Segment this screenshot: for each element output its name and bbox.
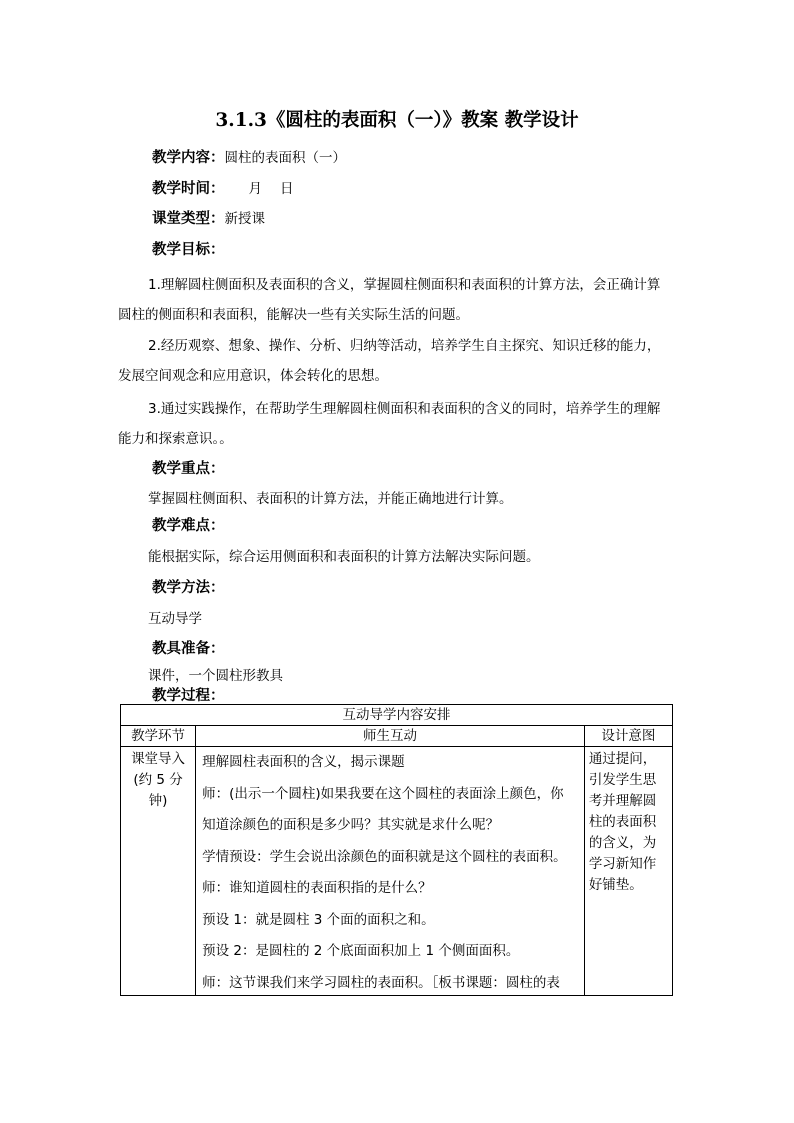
lesson-type-value: 新授课 <box>224 211 265 227</box>
teaching-content-value: 圆柱的表面积（一） <box>224 150 346 166</box>
intent-line: 学习新知作 <box>588 856 657 872</box>
process-table <box>120 704 673 996</box>
objective-1-line-1: 1.理解圆柱侧面积及表面积的含义，掌握圆柱侧面积和表面积的计算方法，会正确计算 <box>148 277 661 293</box>
objective-2 <box>118 331 684 391</box>
tools-heading: 教具准备： <box>152 640 225 657</box>
interaction-line: 师：(出示一个圆柱)如果我要在这个圆柱的表面涂上颜色，你 <box>202 785 564 802</box>
teaching-time-day: 日 <box>280 181 294 197</box>
objectives-heading: 教学目标： <box>152 241 225 258</box>
difficulties-text: 能根据实际，综合运用侧面积和表面积的计算方法解决实际问题。 <box>148 549 540 565</box>
objective-3-line-1: 3.通过实践操作，在帮助学生理解圆柱侧面积和表面积的含义的同时，培养学生的理解 <box>148 401 661 417</box>
column-header-intent: 设计意图 <box>584 726 672 747</box>
objective-1-line-2: 圆柱的侧面积和表面积，能解决一些有关实际生活的问题。 <box>118 307 469 323</box>
methods-text: 互动导学 <box>148 611 202 627</box>
intent-line: 柱的表面积 <box>588 814 657 830</box>
interaction-line: 知道涂颜色的面积是多少吗？其实就是求什么呢？ <box>202 817 500 833</box>
tools-text: 课件，一个圆柱形教具 <box>148 668 283 684</box>
document-title: 3.1.3《圆柱的表面积（一）》教案 教学设计 <box>215 110 579 131</box>
table-title: 互动导学内容安排 <box>121 705 673 726</box>
key-points-text: 掌握圆柱侧面积、表面积的计算方法，并能正确地进行计算。 <box>148 491 513 507</box>
intent-cell <box>584 747 672 996</box>
objective-1 <box>118 270 684 330</box>
objective-3-line-2: 能力和探索意识。。 <box>118 431 233 447</box>
intent-line: 引发学生思 <box>588 772 657 788</box>
teaching-content-field <box>152 146 346 167</box>
key-points-heading: 教学重点： <box>152 460 225 477</box>
stage-cell <box>121 747 196 996</box>
interaction-line: 学情预设：学生会说出涂颜色的面积就是这个圆柱的表面积。 <box>202 848 567 865</box>
difficulties-heading: 教学难点： <box>152 517 225 534</box>
interaction-line: 预设 2：是圆柱的 2 个底面面积加上 1 个侧面面积。 <box>202 943 520 959</box>
intent-line: 好铺垫。 <box>588 877 643 893</box>
teaching-time-field <box>152 177 294 198</box>
teaching-time-label: 教学时间： <box>152 180 225 197</box>
interaction-cell <box>196 747 585 996</box>
intent-line: 的含义，为 <box>588 835 657 851</box>
column-header-interaction: 师生互动 <box>196 726 585 747</box>
objective-2-line-2: 发展空间观念和应用意识，体会转化的思想。 <box>118 368 388 384</box>
interaction-line: 理解圆柱表面积的含义，揭示课题 <box>202 754 405 770</box>
intent-line: 考并理解圆 <box>588 793 657 809</box>
intent-line: 通过提问， <box>588 751 657 767</box>
column-header-stage: 教学环节 <box>121 726 196 747</box>
objective-2-line-1: 2.经历观察、想象、操作、分析、归纳等活动，培养学生自主探究、知识迁移的能力， <box>148 338 661 354</box>
stage-line: 钟) <box>148 793 168 809</box>
objective-3 <box>118 394 684 454</box>
lesson-type-field <box>152 207 265 228</box>
teaching-content-label: 教学内容： <box>152 149 225 166</box>
methods-heading: 教学方法： <box>152 579 225 596</box>
interaction-line: 师：这节课我们来学习圆柱的表面积。［板书课题：圆柱的表 <box>202 974 560 991</box>
interaction-line: 预设 1：就是圆柱 3 个面的面积之和。 <box>202 911 435 928</box>
process-heading: 教学过程： <box>152 687 225 704</box>
lesson-type-label: 课堂类型： <box>152 210 225 227</box>
teaching-time-month: 月 <box>248 181 262 197</box>
table-row <box>121 747 673 996</box>
stage-line: (约 5 分 <box>133 772 183 788</box>
stage-line: 课堂导入 <box>131 751 186 767</box>
interaction-line: 师：谁知道圆柱的表面积指的是什么？ <box>202 880 432 896</box>
